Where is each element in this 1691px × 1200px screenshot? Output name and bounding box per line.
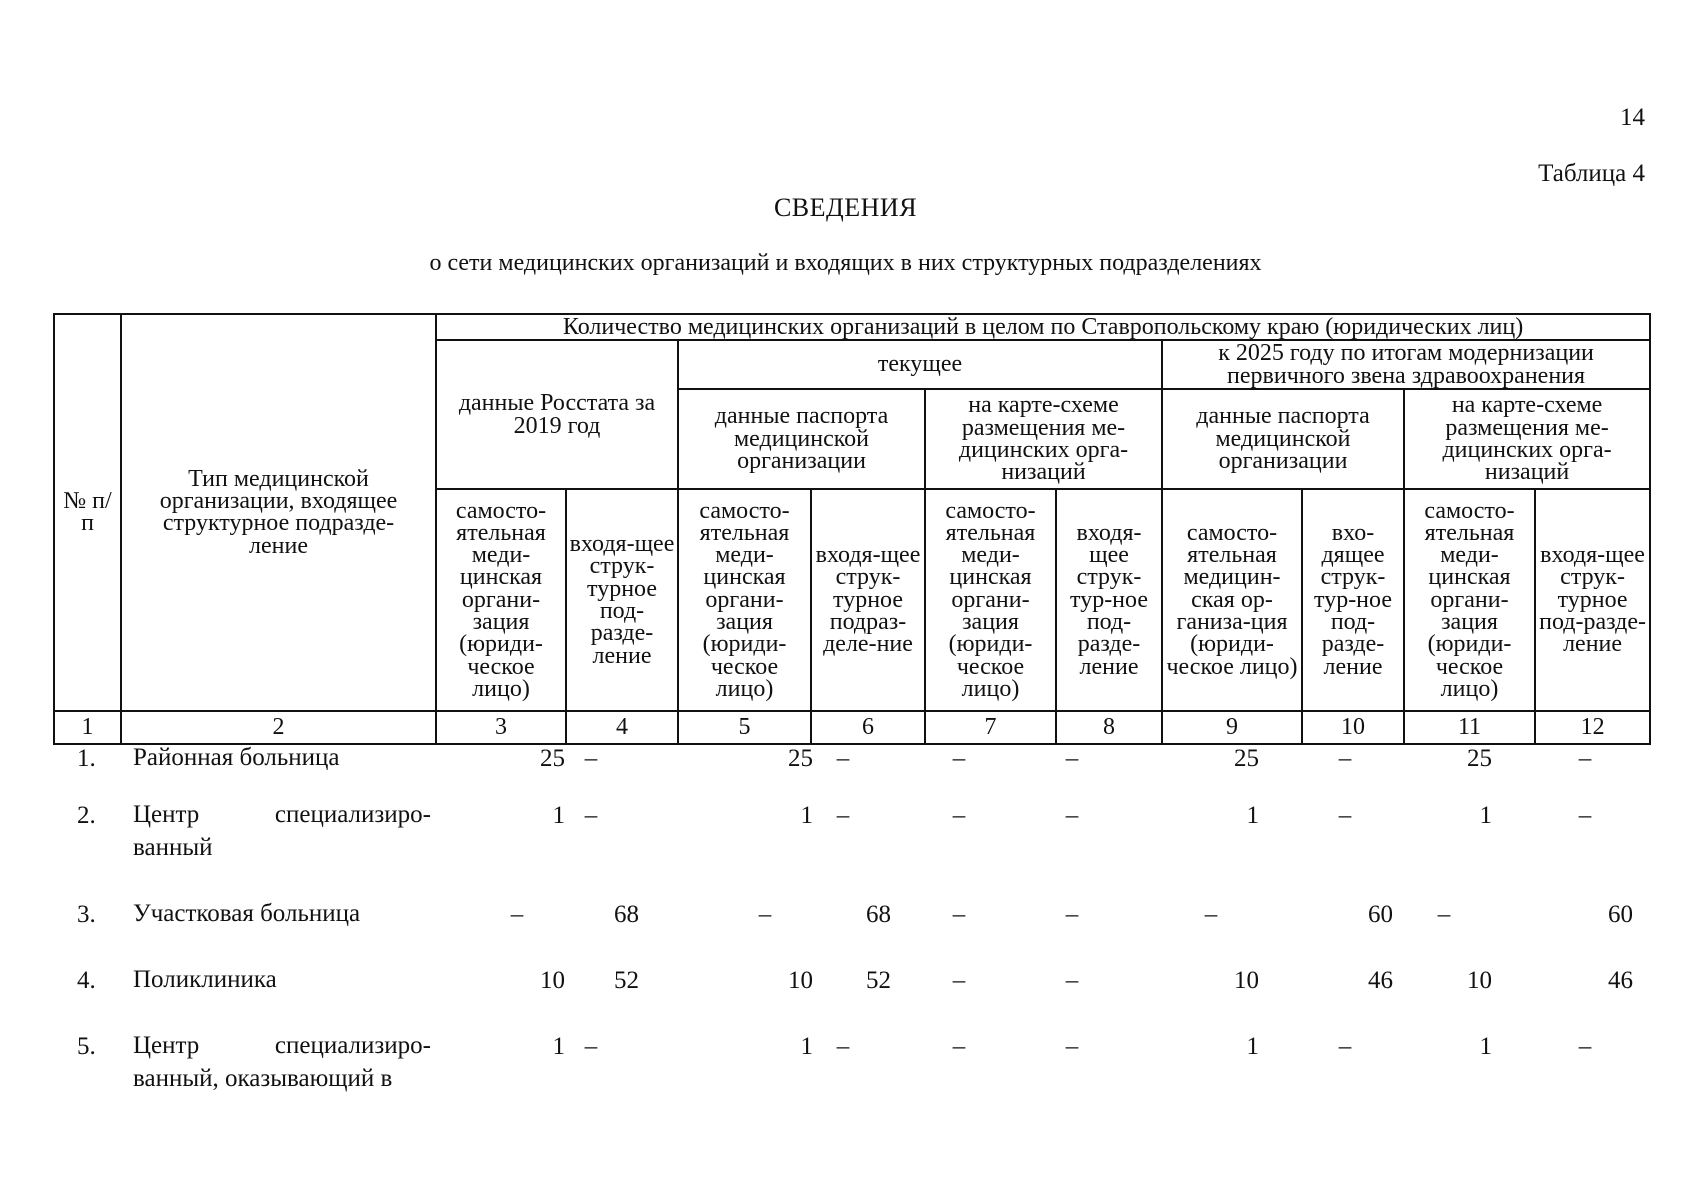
row-type-name (133, 741, 431, 774)
table-row (53, 745, 1649, 802)
row-type-name (133, 897, 431, 930)
row-value-col-12: – (1578, 745, 1592, 772)
row-value-col-5: 10 (788, 967, 813, 994)
row-value-col-7: – (952, 967, 966, 994)
header-col-5: самосто-ятельная меди-цинская органи-зация (юриди-ческое лицо) (678, 489, 811, 711)
column-number: 9 (1162, 711, 1302, 744)
row-value-col-4: 52 (614, 967, 639, 994)
column-number: 10 (1302, 711, 1404, 744)
row-value-col-10: – (1338, 1033, 1352, 1060)
row-value-col-9: 10 (1234, 967, 1259, 994)
header-2025-map: на карте-схеме размещения ме-дицинских орга-низаций (1404, 389, 1650, 489)
header-col-9: самосто-ятельная медицин-ская ор-ганиза-ция (юриди-ческое лицо) (1162, 489, 1302, 711)
row-value-col-3: – (510, 901, 524, 928)
header-num: № п/п (54, 314, 121, 711)
row-value-col-8: – (1065, 1033, 1079, 1060)
row-value-col-3: 25 (540, 745, 565, 772)
column-number: 2 (121, 711, 436, 744)
row-type-name (133, 798, 431, 864)
header-col-4: входя-щее струк-турное под-разде-ление (566, 489, 678, 711)
row-value-col-8: – (1065, 802, 1079, 829)
header-top-group: Количество медицинских организаций в целом по Ставропольскому краю (юридических лиц) (436, 314, 1650, 340)
table-header (53, 313, 1651, 745)
row-value-col-8: – (1065, 901, 1079, 928)
table-row (53, 901, 1649, 967)
row-type-name-line: ванный (133, 834, 213, 861)
row-value-col-8: – (1065, 967, 1079, 994)
header-rosstat: данные Росстата за 2019 год (436, 340, 678, 489)
row-value-col-5: 1 (800, 1033, 813, 1060)
row-value-col-11: 10 (1467, 967, 1492, 994)
column-number: 4 (566, 711, 678, 744)
row-value-col-5: – (758, 901, 772, 928)
row-value-col-10: – (1338, 745, 1352, 772)
row-value-col-9: 1 (1246, 1033, 1259, 1060)
row-value-col-5: 1 (800, 802, 813, 829)
header-col-6: входя-щее струк-турное подраз-деле-ние (811, 489, 925, 711)
row-value-col-7: – (952, 802, 966, 829)
column-number: 1 (54, 711, 121, 744)
row-number: 3. (77, 901, 96, 928)
column-number: 11 (1404, 711, 1535, 744)
row-number: 5. (77, 1033, 96, 1060)
document-title: СВЕДЕНИЯ (773, 193, 918, 222)
row-value-col-6: – (836, 802, 850, 829)
header-current-map: на карте-схеме размещения ме-дицинских орга-низаций (925, 389, 1162, 489)
row-type-name-line: ванный, оказывающий в (133, 1065, 393, 1092)
table-row (53, 967, 1649, 1033)
row-value-col-7: – (952, 745, 966, 772)
header-col-7: самосто-ятельная меди-цинская органи-зация (юриди-ческое лицо) (925, 489, 1056, 711)
row-value-col-11: 1 (1479, 802, 1492, 829)
row-number: 2. (77, 802, 96, 829)
header-2025: к 2025 году по итогам модернизации первичного звена здравоохранения (1162, 340, 1650, 389)
row-value-col-9: 25 (1234, 745, 1259, 772)
row-type-name-line: Участковая больница (133, 900, 361, 927)
row-value-col-8: – (1065, 745, 1079, 772)
row-value-col-4: – (584, 802, 598, 829)
row-value-col-9: – (1204, 901, 1218, 928)
row-value-col-12: – (1578, 1033, 1592, 1060)
row-value-col-4: 68 (614, 901, 639, 928)
document-subtitle: о сети медицинских организаций и входящих в них структурных подразделениях (429, 250, 1262, 276)
row-value-col-9: 1 (1246, 802, 1259, 829)
row-value-col-7: – (952, 901, 966, 928)
row-value-col-12: 46 (1608, 967, 1633, 994)
row-value-col-11: 1 (1479, 1033, 1492, 1060)
header-type: Тип медицинской организации, входящее структурное подразде-ление (121, 314, 436, 711)
table-label: Таблица 4 (1538, 160, 1645, 187)
row-value-col-7: – (952, 1033, 966, 1060)
row-type-name-line: Центр специализиро- (133, 1032, 431, 1059)
row-type-name-line: Центр специализиро- (133, 801, 431, 828)
header-current: текущее (678, 340, 1162, 389)
row-type-name-line: Районная больница (133, 744, 340, 771)
row-value-col-6: 68 (866, 901, 891, 928)
row-value-col-4: – (584, 745, 598, 772)
column-number: 5 (678, 711, 811, 744)
row-number: 1. (77, 745, 96, 772)
row-type-name (133, 1029, 431, 1095)
row-value-col-11: 25 (1467, 745, 1492, 772)
row-value-col-10: 46 (1368, 967, 1393, 994)
page-number: 14 (1620, 104, 1645, 131)
header-current-passport: данные паспорта медицинской организации (678, 389, 925, 489)
row-value-col-4: – (584, 1033, 598, 1060)
header-col-10: вхо-дящее струк-тур-ное под-разде-ление (1302, 489, 1404, 711)
row-value-col-6: 52 (866, 967, 891, 994)
row-value-col-3: 10 (540, 967, 565, 994)
header-col-3: самосто-ятельная меди-цинская органи-зация (юриди-ческое лицо) (436, 489, 566, 711)
header-2025-passport: данные паспорта медицинской организации (1162, 389, 1404, 489)
row-value-col-3: 1 (552, 1033, 565, 1060)
column-number: 7 (925, 711, 1056, 744)
row-value-col-3: 1 (552, 802, 565, 829)
row-type-name-line: Поликлиника (133, 966, 277, 993)
table-row (53, 802, 1649, 901)
row-value-col-6: – (836, 1033, 850, 1060)
row-value-col-12: – (1578, 802, 1592, 829)
column-number: 12 (1535, 711, 1650, 744)
row-number: 4. (77, 967, 96, 994)
column-number: 3 (436, 711, 566, 744)
row-value-col-5: 25 (788, 745, 813, 772)
column-number: 8 (1056, 711, 1162, 744)
row-value-col-6: – (836, 745, 850, 772)
row-value-col-10: – (1338, 802, 1352, 829)
row-value-col-12: 60 (1608, 901, 1633, 928)
row-value-col-10: 60 (1368, 901, 1393, 928)
row-value-col-11: – (1437, 901, 1451, 928)
header-col-8: входя-щее струк-тур-ное под-разде-ление (1056, 489, 1162, 711)
row-type-name (133, 963, 431, 996)
column-number: 6 (811, 711, 925, 744)
header-col-12: входя-щее струк-турное под-разде-ление (1535, 489, 1650, 711)
header-col-11: самосто-ятельная меди-цинская органи-зация (юриди-ческое лицо) (1404, 489, 1535, 711)
column-number-row (54, 711, 1650, 744)
table-row (53, 1033, 1649, 1093)
